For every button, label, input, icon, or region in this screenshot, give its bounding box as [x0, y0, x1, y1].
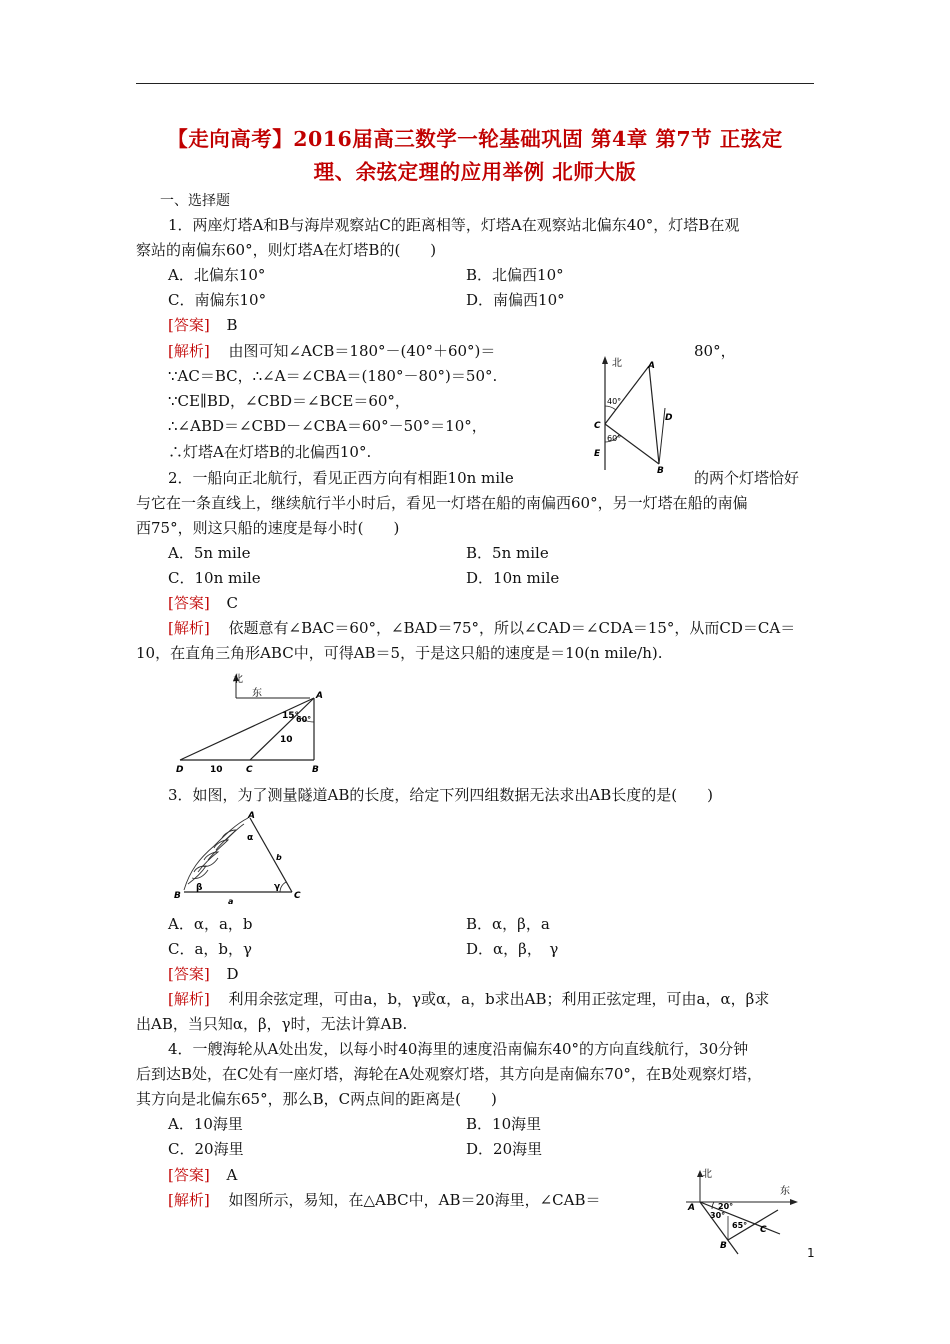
q2-label-length-10-ac: 10: [280, 735, 293, 745]
q2-stem-line-1: 2．一船向正北航行，看见正西方向有相距10n mile: [168, 469, 514, 487]
q2-analysis-line-2: 10，在直角三角形ABC中，可得AB＝5，于是这只船的速度是＝10(n mile/h).: [136, 644, 663, 662]
q3-label-alpha: α: [247, 833, 254, 843]
q1-stem-line-1: 1．两座灯塔A和B与海岸观察站C的距离相等，灯塔A在观察站北偏东40°，灯塔B在观: [168, 216, 740, 234]
q1-label-c: C: [594, 421, 601, 431]
q3-label-beta: β: [196, 883, 203, 893]
q4-analysis-line-1: 如图所示，易知，在△ABC中，AB＝20海里，∠CAB＝: [228, 1191, 601, 1209]
q4-label-angle-20: 20°: [718, 1202, 734, 1211]
q2-figure: [172, 670, 334, 778]
page-number: 1: [807, 1246, 815, 1260]
q2-line-ac: [250, 698, 314, 760]
q3-option-d: D．α，β， γ: [466, 940, 559, 958]
q1-line-ca: [605, 366, 649, 424]
q1-label-b: B: [657, 466, 664, 474]
q3-side-b: [250, 818, 292, 892]
q2-option-b: B．5n mile: [466, 544, 549, 562]
q4-label-east: 东: [780, 1186, 790, 1197]
q2-option-c: C．10n mile: [168, 569, 261, 587]
q1-analysis-line-1: 由图可知∠ACB＝180°－(40°＋60°)＝: [228, 342, 496, 360]
q4-option-a: A．10海里: [168, 1115, 243, 1133]
q2-option-d: D．10n mile: [466, 569, 560, 587]
q4-option-c: C．20海里: [168, 1140, 244, 1158]
q1-line-cb: [605, 424, 659, 464]
q2-label-d: D: [176, 765, 184, 775]
q3-option-a: A．α，a，b: [168, 915, 253, 933]
q3-stem: 3．如图，为了测量隧道AB的长度，给定下列四组数据无法求出AB长度的是( ): [168, 786, 713, 804]
q4-label-angle-65: 65°: [732, 1221, 748, 1230]
q1-label-a: A: [648, 361, 655, 371]
q3-label-c: C: [294, 891, 301, 901]
q2-label-c: C: [246, 765, 253, 775]
q2-stem-line-3: 西75°，则这只船的速度是每小时( ): [136, 519, 400, 537]
q1-label-d: D: [665, 413, 673, 423]
q2-option-a: A．5n mile: [168, 544, 251, 562]
q4-option-d: D．20海里: [466, 1140, 543, 1158]
q4-label-angle-30: 30°: [710, 1211, 726, 1220]
q2-label-north: 北: [233, 674, 243, 685]
q3-analysis-line-2: 出AB，当只知α，β，γ时，无法计算AB.: [136, 1015, 408, 1033]
arrow-right-icon: [790, 1199, 798, 1205]
q1-analysis-tag: [解析]: [168, 342, 210, 360]
q1-label-e: E: [594, 449, 601, 459]
q3-option-c: C．a，b，γ: [168, 940, 252, 958]
q2-answer-tag: [答案]: [168, 594, 210, 612]
q1-label-north: 北: [612, 358, 622, 369]
q2-stem-line-1b: 的两个灯塔恰好: [694, 469, 800, 487]
q3-label-side-a: a: [228, 897, 234, 906]
q2-analysis-tag: [解析]: [168, 619, 210, 637]
q3-figure: [170, 810, 310, 906]
q3-analysis-tag: [解析]: [168, 990, 210, 1008]
q3-arc-gamma: [280, 882, 286, 892]
q2-answer: C: [226, 594, 238, 612]
q1-analysis-line-4: ∴∠ABD＝∠CBD－∠CBA＝60°－50°＝10°，: [168, 417, 487, 435]
q1-option-a: A．北偏东10°: [168, 266, 266, 284]
header-rule: [136, 83, 814, 84]
q2-label-east: 东: [252, 688, 262, 699]
q1-figure: [585, 352, 685, 474]
q2-label-a: A: [316, 691, 323, 701]
q4-stem-line-3: 其方向是北偏东65°，那么B，C两点间的距离是( ): [136, 1090, 497, 1108]
arrow-up-icon: [602, 356, 608, 364]
page-title-line-2: 理、余弦定理的应用举例 北师大版: [313, 160, 637, 184]
q4-figure: [680, 1166, 806, 1260]
q4-answer: A: [226, 1166, 238, 1184]
q2-label-length-10-dc: 10: [210, 765, 223, 775]
q1-analysis-line-1b: 80°，: [694, 342, 736, 360]
q4-stem-line-1: 4．一艘海轮从A处出发，以每小时40海里的速度沿南偏东40°的方向直线航行，30分钟: [168, 1040, 749, 1058]
q2-label-b: B: [312, 765, 319, 775]
q3-hill-drawing: [184, 818, 248, 890]
q1-arc-40: [605, 406, 616, 410]
q1-label-angle-40: 40°: [607, 397, 622, 406]
q1-analysis-line-5: ∴灯塔A在灯塔B的北偏西10°.: [168, 443, 372, 461]
q4-analysis-tag: [解析]: [168, 1191, 210, 1209]
q3-answer: D: [226, 965, 239, 983]
q1-line-ab: [649, 366, 659, 464]
q1-answer-tag: [答案]: [168, 316, 210, 334]
q3-answer-tag: [答案]: [168, 965, 210, 983]
q1-analysis-line-2: ∵AC＝BC，∴∠A＝∠CBA＝(180°－80°)＝50°.: [168, 367, 498, 385]
q3-label-a: A: [248, 811, 255, 821]
q1-option-b: B．北偏西10°: [466, 266, 564, 284]
q1-answer: B: [226, 316, 238, 334]
q3-label-side-b: b: [276, 853, 282, 862]
q1-stem-line-2: 察站的南偏东60°，则灯塔A在灯塔B的( ): [136, 241, 437, 259]
q1-option-d: D．南偏西10°: [466, 291, 565, 309]
q2-label-angle-60: 60°: [296, 715, 312, 724]
q2-label-angle-15: 15°: [282, 711, 300, 721]
q2-line-ad: [180, 698, 314, 760]
q1-option-c: C．南偏东10°: [168, 291, 267, 309]
q3-label-b: B: [174, 891, 181, 901]
q4-label-b: B: [720, 1241, 727, 1251]
q4-label-c: C: [760, 1225, 767, 1235]
q2-analysis-line-1: 依题意有∠BAC＝60°，∠BAD＝75°，所以∠CAD＝∠CDA＝15°，从而CD＝CA＝: [228, 619, 796, 637]
section-heading: 一、选择题: [160, 193, 230, 209]
q4-answer-tag: [答案]: [168, 1166, 210, 1184]
q4-label-north: 北: [702, 1169, 712, 1180]
q4-stem-line-2: 后到达B处，在C处有一座灯塔，海轮在A处观察灯塔，其方向是南偏东70°，在B处观察灯塔，: [136, 1065, 762, 1083]
page-title-line-1: 【走向高考】2016届高三数学一轮基础巩固 第4章 第7节 正弦定: [167, 127, 783, 151]
q4-option-b: B．10海里: [466, 1115, 542, 1133]
q3-option-b: B．α，β，a: [466, 915, 550, 933]
q3-analysis-line-1: 利用余弦定理，可由a，b，γ或α，a，b求出AB；利用正弦定理，可由a，α，β求: [228, 990, 770, 1008]
q1-analysis-line-3: ∵CE∥BD，∠CBD＝∠BCE＝60°，: [168, 392, 410, 410]
q4-label-a: A: [688, 1203, 695, 1213]
q1-label-angle-60: 60°: [607, 434, 622, 443]
q2-stem-line-2: 与它在一条直线上，继续航行半小时后，看见一灯塔在船的南偏西60°，另一灯塔在船的南偏: [136, 494, 748, 512]
q3-label-gamma: γ: [274, 882, 281, 892]
